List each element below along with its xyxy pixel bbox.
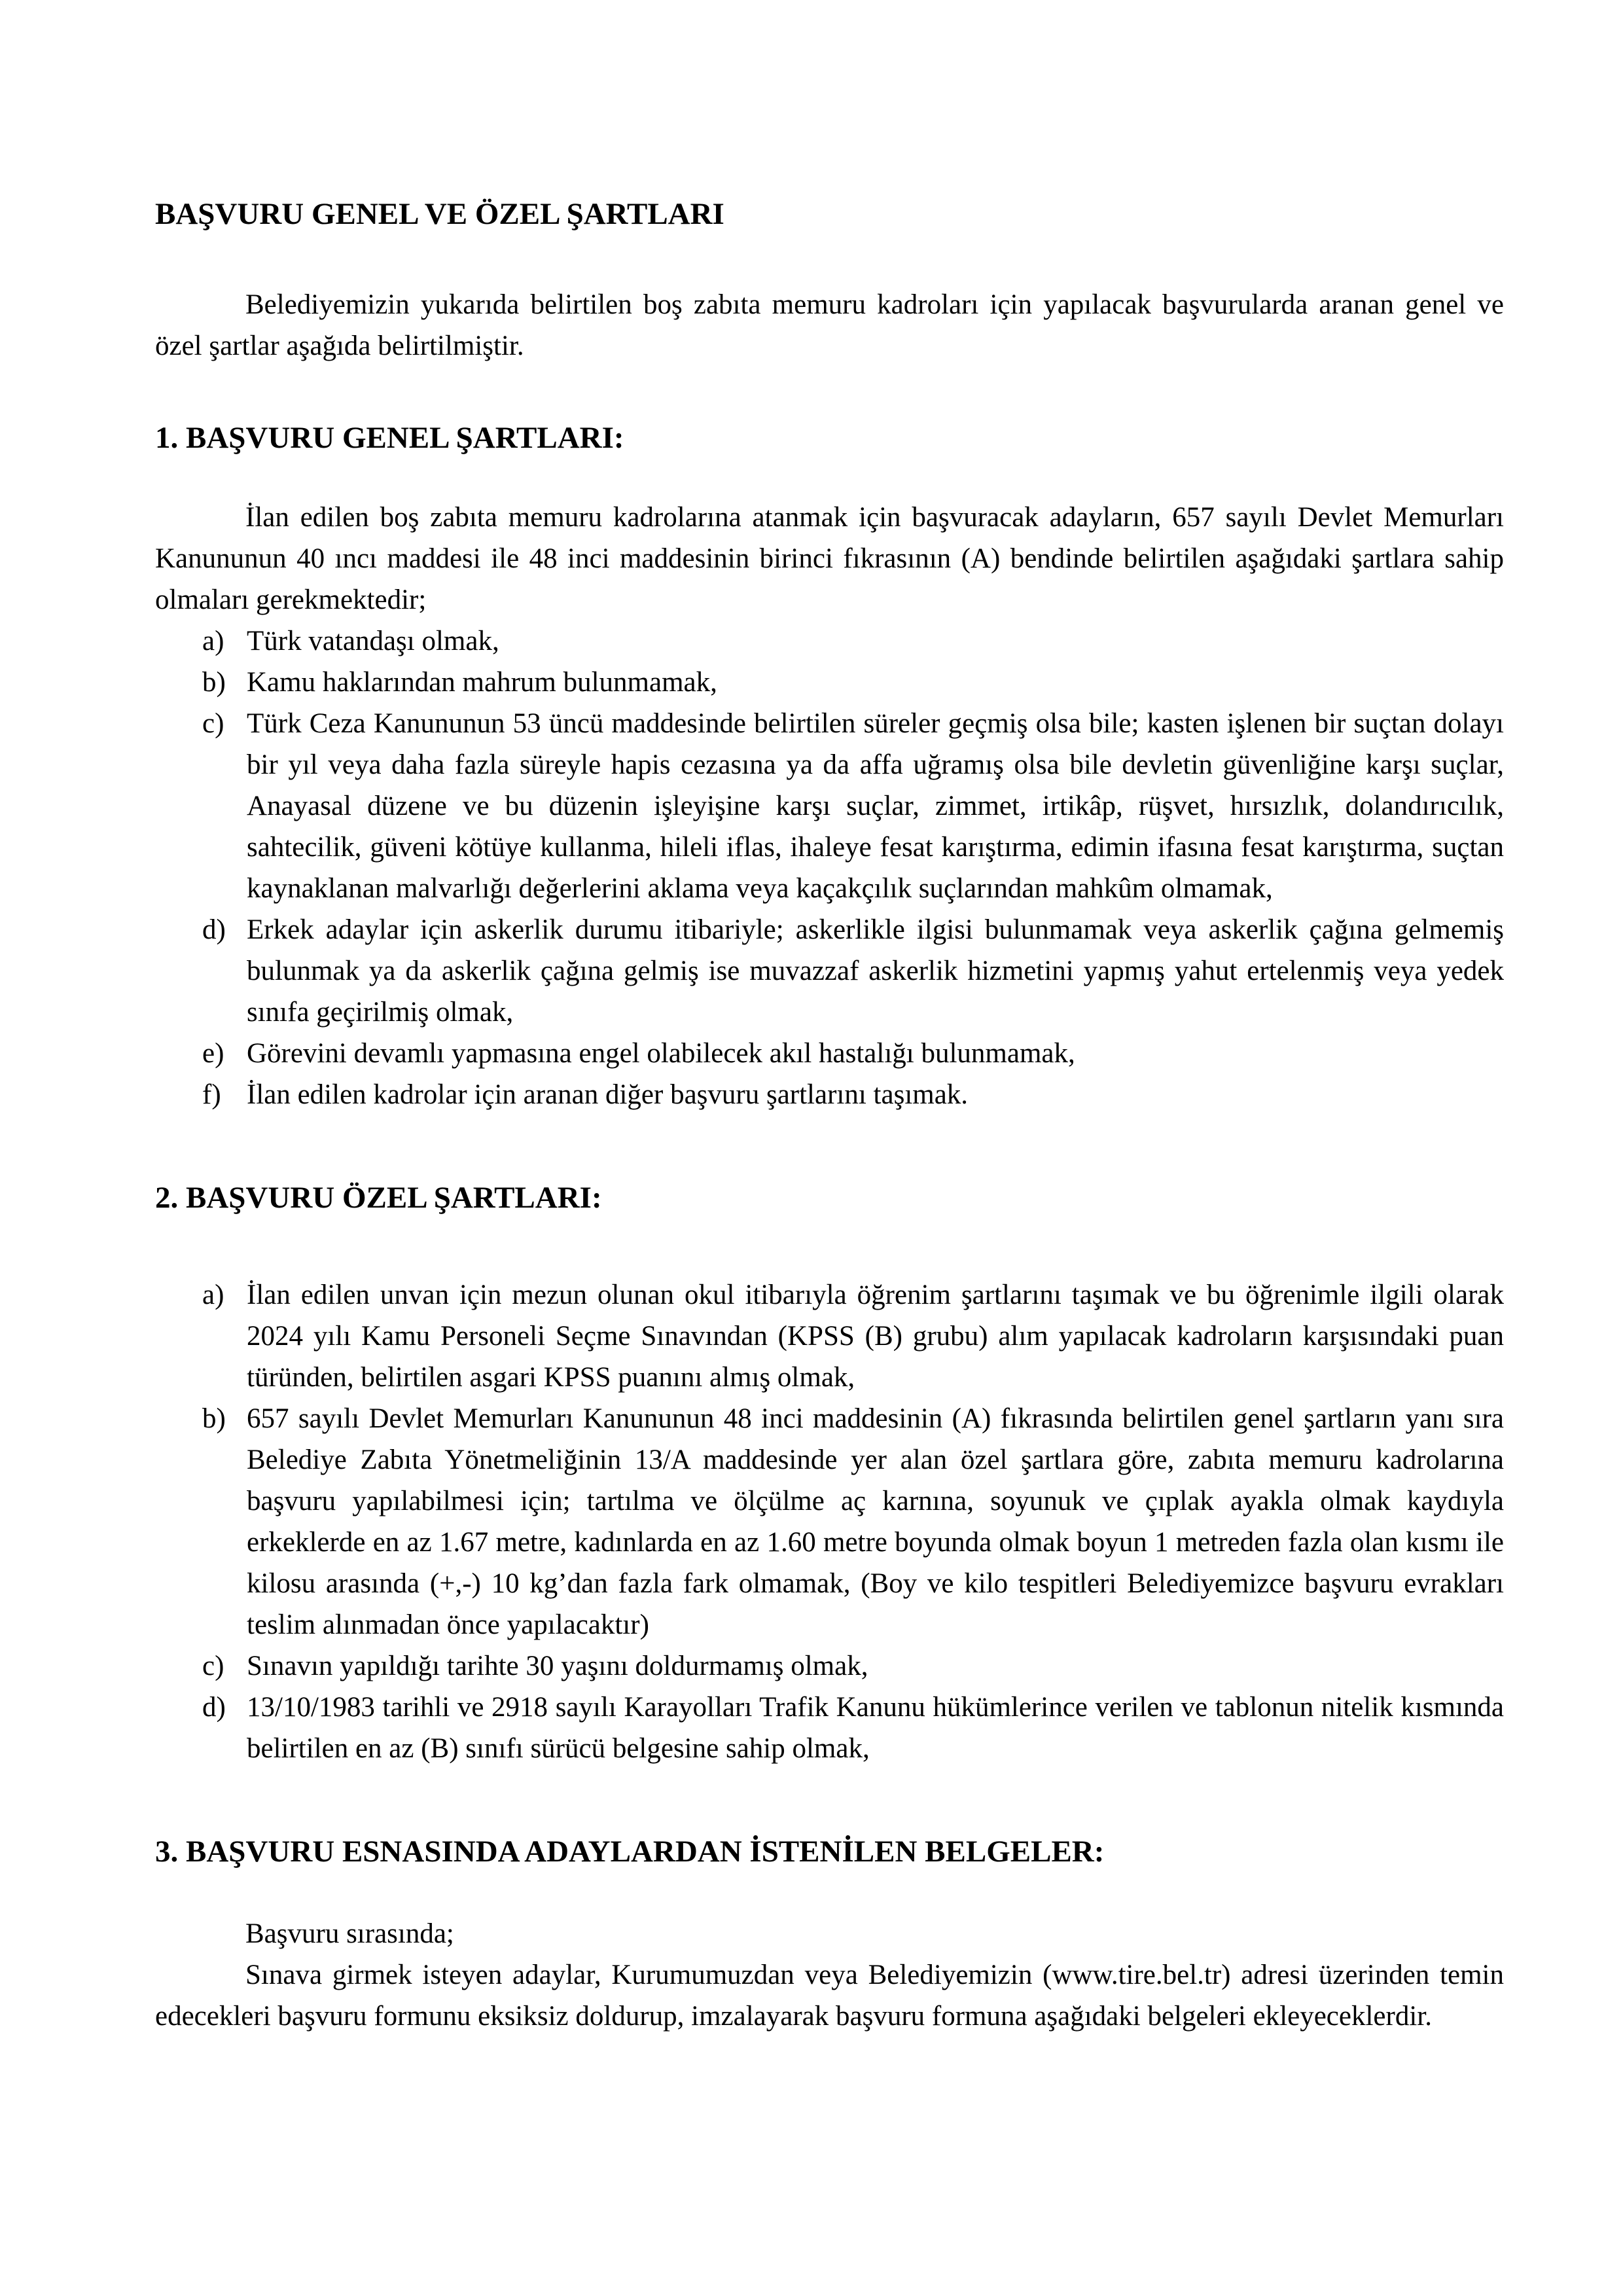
item-text: Görevini devamlı yapmasına engel olabilecek akıl hastalığı bulunmamak, bbox=[247, 1038, 1075, 1069]
list-item bbox=[155, 909, 1504, 1033]
section-3-heading: 3. BAŞVURU ESNASINDA ADAYLARDAN İSTENİLEN BELGELER: bbox=[155, 1835, 1105, 1869]
item-label: c) bbox=[202, 1651, 224, 1681]
item-label: f) bbox=[202, 1079, 221, 1110]
section-3-paragraph-1: Başvuru sırasında; bbox=[245, 1918, 454, 1949]
item-text: Türk vatandaşı olmak, bbox=[247, 626, 499, 656]
intro-paragraph: Belediyemizin yukarıda belirtilen boş zabıta memuru kadroları için yapılacak başvurularda aranan genel ve özel şartlar aşağıda belirtilmiştir. bbox=[155, 289, 1504, 361]
item-label: c) bbox=[202, 708, 224, 739]
list-item bbox=[155, 1274, 1504, 1398]
list-item bbox=[155, 1398, 1504, 1645]
document-title: BAŞVURU GENEL VE ÖZEL ŞARTLARI bbox=[155, 197, 724, 231]
item-text: Türk Ceza Kanununun 53 üncü maddesinde belirtilen süreler geçmiş olsa bile; kasten işlenen bir suçtan dolayı bir yıl veya daha fazla süreyle hapis cezasına ya da affa uğramış olsa bile devletin güvenliğine karşı suçlar, Anayasal düzene ve bu düzenin işleyişine karşı suçlar, zimmet, irtikâp, rüşvet, hırsızlık, dolandırıcılık, sahtecilik, güveni kötüye kullanma, hileli iflas, ihaleye fesat karıştırma, edimin ifasına fesat karıştırma, suçtan kaynaklanan malvarlığı değerlerini aklama veya kaçakçılık suçlarından mahkûm olmamak, bbox=[247, 708, 1504, 904]
list-item bbox=[155, 703, 1504, 909]
item-label: d) bbox=[202, 1692, 226, 1723]
item-label: d) bbox=[202, 914, 226, 945]
list-item bbox=[155, 1074, 1504, 1115]
item-label: b) bbox=[202, 1403, 226, 1434]
list-item bbox=[155, 1645, 1504, 1687]
list-item bbox=[155, 620, 1504, 662]
item-label: e) bbox=[202, 1038, 224, 1069]
section-3-paragraph-2: Sınava girmek isteyen adaylar, Kurumumuzdan veya Belediyemizin (www.tire.bel.tr) adresi üzerinden temin edecekleri başvuru formunu eksiksiz doldurup, imzalayarak başvuru formuna aşağıdaki belgeleri ekleyeceklerdir. bbox=[155, 1960, 1504, 2032]
list-item bbox=[155, 1687, 1504, 1769]
list-item bbox=[155, 662, 1504, 703]
item-text: Erkek adaylar için askerlik durumu itibariyle; askerlikle ilgisi bulunmamak veya askerlik çağına gelmemiş bulunmak ya da askerlik çağına gelmiş ise muvazzaf askerlik hizmetini yapmış yahut ertelenmiş veya yedek sınıfa geçirilmiş olmak, bbox=[247, 914, 1504, 1028]
section-1-list bbox=[155, 620, 1504, 1115]
item-label: b) bbox=[202, 667, 226, 698]
section-1-heading: 1. BAŞVURU GENEL ŞARTLARI: bbox=[155, 421, 624, 455]
item-text: 657 sayılı Devlet Memurları Kanununun 48 inci maddesinin (A) fıkrasında belirtilen genel şartların yanı sıra Belediye Zabıta Yönetmeliğinin 13/A maddesinde yer alan özel şartlara göre, zabıta memuru kadrolarına başvuru yapılabilmesi için; tartılma ve ölçülme aç karnına, soyunuk ve çıplak ayakla olmak kaydıyla erkeklerde en az 1.67 metre, kadınlarda en az 1.60 metre boyunda olmak boyun 1 metreden fazla olan kısmı ile kilosu arasında (+,-) 10 kg’dan fazla fark olmamak, (Boy ve kilo tespitleri Belediyemizce başvuru evrakları teslim alınmadan önce yapılacaktır) bbox=[247, 1403, 1504, 1640]
item-label: a) bbox=[202, 626, 224, 656]
list-item bbox=[155, 1033, 1504, 1074]
item-text: İlan edilen unvan için mezun olunan okul itibarıyla öğrenim şartlarını taşımak ve bu öğrenimle ilgili olarak 2024 yılı Kamu Personeli Seçme Sınavından (KPSS (B) grubu) alım yapılacak kadroların karşısındaki puan türünden, belirtilen asgari KPSS puanını almış olmak, bbox=[247, 1280, 1504, 1393]
item-text: Sınavın yapıldığı tarihte 30 yaşını doldurmamış olmak, bbox=[247, 1651, 868, 1681]
item-label: a) bbox=[202, 1280, 224, 1310]
section-2-heading: 2. BAŞVURU ÖZEL ŞARTLARI: bbox=[155, 1181, 602, 1215]
item-text: İlan edilen kadrolar için aranan diğer başvuru şartlarını taşımak. bbox=[247, 1079, 969, 1110]
item-text: Kamu haklarından mahrum bulunmamak, bbox=[247, 667, 717, 698]
section-1-lead: İlan edilen boş zabıta memuru kadrolarına atanmak için başvuracak adayların, 657 sayılı Devlet Memurları Kanununun 40 ıncı maddesi ile 48 inci maddesinin birinci fıkrasının (A) bendinde belirtilen aşağıdaki şartlara sahip olmaları gerekmektedir; bbox=[155, 502, 1504, 615]
section-2-list bbox=[155, 1274, 1504, 1769]
item-text: 13/10/1983 tarihli ve 2918 sayılı Karayolları Trafik Kanunu hükümlerince verilen ve tablonun nitelik kısmında belirtilen en az (B) sınıfı sürücü belgesine sahip olmak, bbox=[247, 1692, 1504, 1764]
